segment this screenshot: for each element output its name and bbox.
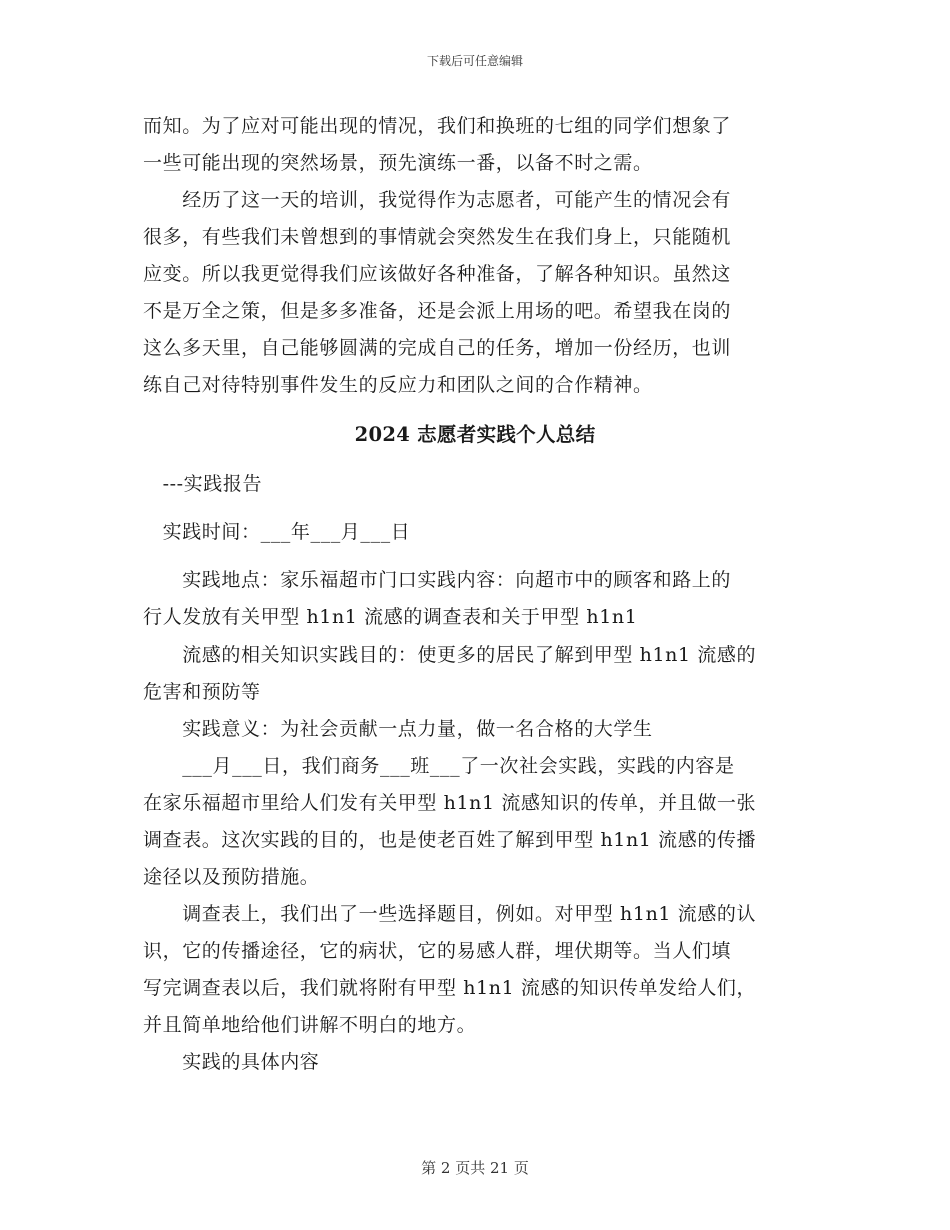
text-line: ---实践报告	[143, 473, 263, 495]
text-line: ___月___日，我们商务___班___了一次社会实践，实践的内容是	[143, 755, 735, 777]
text-line: 实践地点：家乐福超市门口实践内容：向超市中的顾客和路上的	[143, 569, 732, 591]
text-line: 实践时间：___年___月___日	[143, 521, 411, 543]
text-line: 识，它的传播途径，它的病状，它的易感人群，埋伏期等。当人们填	[143, 940, 732, 962]
text-line: 经历了这一天的培训，我觉得作为志愿者，可能产生的情况会有	[143, 189, 732, 211]
section-title: 2024 志愿者实践个人总结	[354, 423, 596, 446]
text-line: 调查表上，我们出了一些选择题目，例如。对甲型 h1n1 流感的认	[143, 903, 757, 925]
text-line: 流感的相关知识实践目的：使更多的居民了解到甲型 h1n1 流感的	[143, 644, 757, 666]
text-line: 并且简单地给他们讲解不明白的地方。	[143, 1014, 477, 1036]
text-line: 行人发放有关甲型 h1n1 流感的调查表和关于甲型 h1n1	[143, 606, 638, 628]
text-line: 而知。为了应对可能出现的情况，我们和换班的七组的同学们想象了	[143, 115, 732, 137]
text-line: 一些可能出现的突然场景，预先演练一番，以备不时之需。	[143, 152, 653, 174]
text-line: 实践意义：为社会贡献一点力量，做一名合格的大学生	[143, 718, 653, 740]
text-line: 危害和预防等	[143, 681, 261, 703]
text-line: 途径以及预防措施。	[143, 866, 320, 888]
text-line: 调查表。这次实践的目的，也是使老百姓了解到甲型 h1n1 流感的传播	[143, 829, 757, 851]
text-line: 写完调查表以后，我们就将附有甲型 h1n1 流感的知识传单发给人们，	[143, 977, 757, 999]
page-header: 下载后可任意编辑	[426, 54, 523, 68]
text-line: 这么多天里，自己能够圆满的完成自己的任务，增加一份经历，也训	[143, 337, 732, 359]
text-line: 应变。所以我更觉得我们应该做好各种准备，了解各种知识。虽然这	[143, 263, 732, 285]
text-line: 很多，有些我们未曾想到的事情就会突然发生在我们身上，只能随机	[143, 226, 732, 248]
text-line: 在家乐福超市里给人们发有关甲型 h1n1 流感知识的传单，并且做一张	[143, 792, 757, 814]
text-line: 实践的具体内容	[143, 1051, 320, 1073]
page-footer: 第 2 页共 21 页	[421, 1159, 529, 1177]
text-line: 不是万全之策，但是多多准备，还是会派上用场的吧。希望我在岗的	[143, 300, 732, 322]
text-line: 练自己对待特别事件发生的反应力和团队之间的合作精神。	[143, 374, 653, 396]
